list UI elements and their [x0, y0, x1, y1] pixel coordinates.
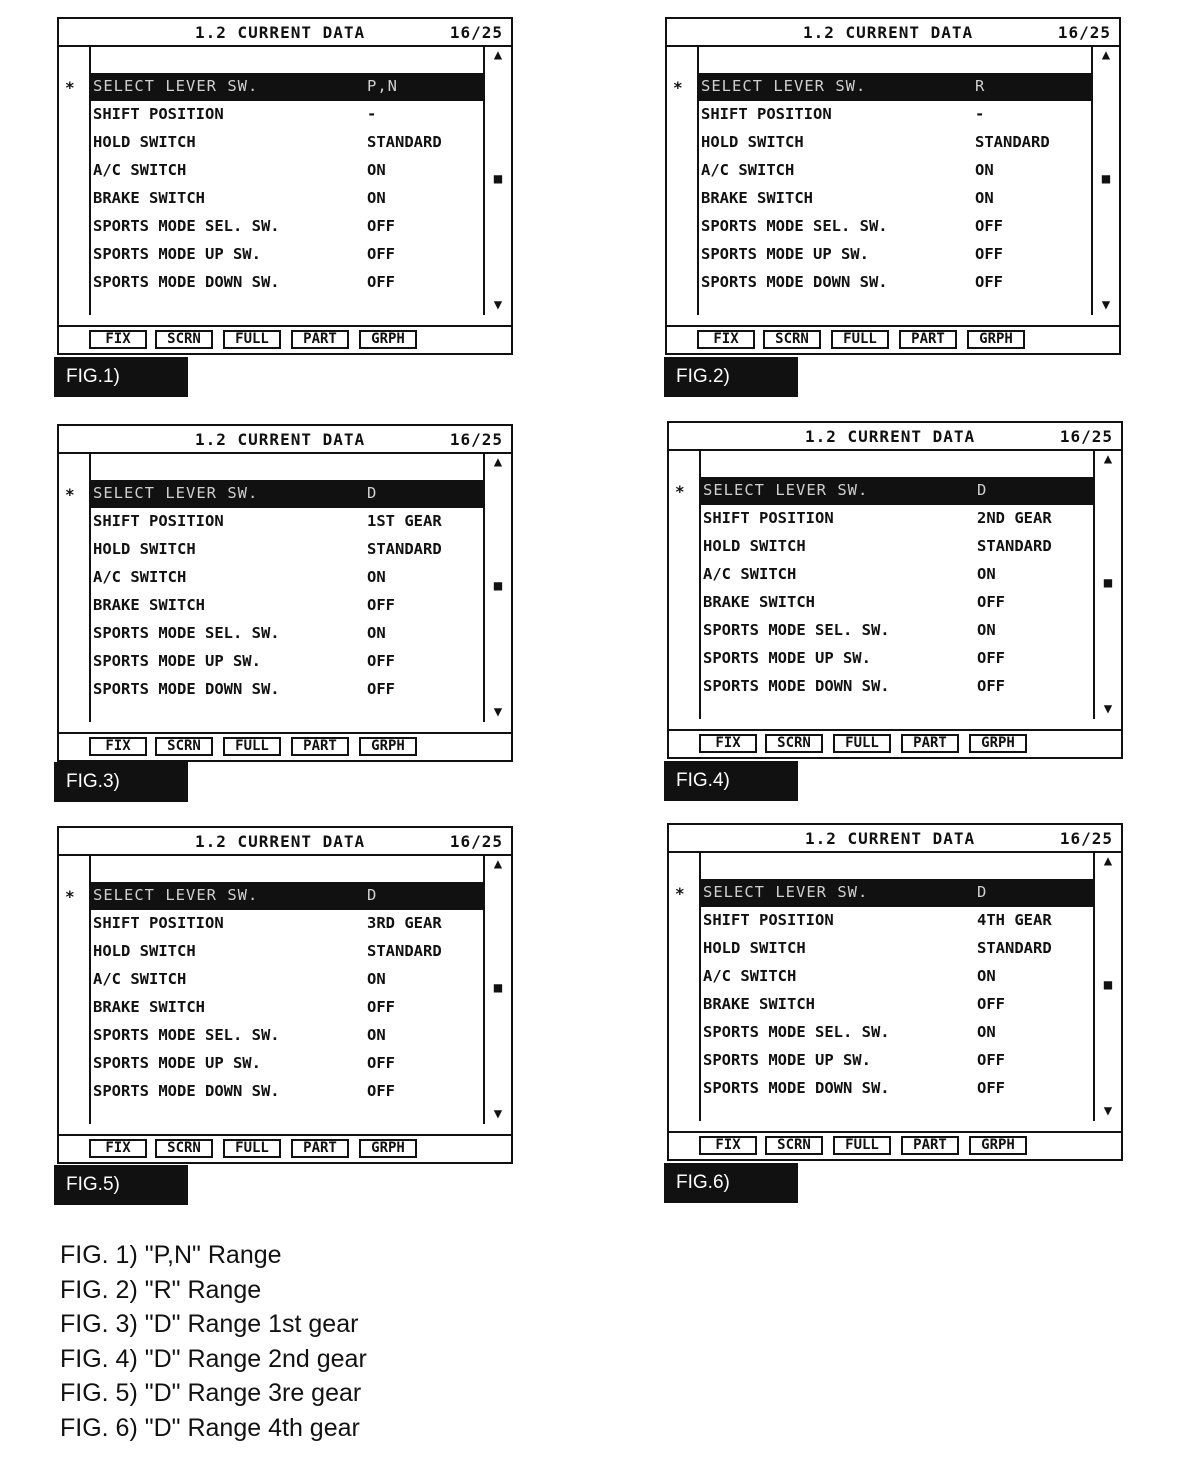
data-label: A/C SWITCH: [701, 161, 795, 179]
data-label: HOLD SWITCH: [93, 942, 196, 960]
data-label: HOLD SWITCH: [703, 939, 806, 957]
caption-list: [60, 1238, 367, 1445]
grph-button[interactable]: GRPH: [969, 1136, 1027, 1155]
figure-label: FIG.5): [54, 1165, 188, 1205]
scan-tool-screen-fig1: [57, 17, 513, 355]
function-key-bar: [59, 325, 511, 353]
screen-header: [667, 19, 1119, 47]
data-area: [59, 452, 511, 722]
scrollbar[interactable]: [1093, 449, 1121, 719]
page-counter: 16/25: [449, 832, 503, 851]
data-value: P,N: [367, 77, 398, 95]
data-value: ON: [367, 970, 386, 988]
scrn-button[interactable]: SCRN: [765, 734, 823, 753]
function-key-bar: [59, 732, 511, 760]
data-list: [699, 73, 1091, 297]
fix-button[interactable]: FIX: [89, 330, 147, 349]
scan-tool-screen-fig3: [57, 424, 513, 762]
data-label: A/C SWITCH: [703, 967, 797, 985]
data-list: [701, 879, 1093, 1103]
data-value: STANDARD: [367, 133, 442, 151]
data-value: OFF: [977, 649, 1005, 667]
data-value: OFF: [977, 1051, 1005, 1069]
selected-marker-icon: *: [65, 887, 75, 906]
data-value: -: [367, 105, 377, 123]
scroll-down-arrow-icon[interactable]: ▼: [1103, 701, 1113, 717]
data-value: ON: [367, 189, 386, 207]
data-label: SPORTS MODE UP SW.: [93, 245, 261, 263]
data-row[interactable]: [91, 73, 483, 101]
selected-marker-icon: *: [65, 78, 75, 97]
scroll-down-arrow-icon[interactable]: ▼: [1101, 297, 1111, 313]
data-value: STANDARD: [367, 540, 442, 558]
data-label: SELECT LEVER SW.: [703, 883, 869, 901]
data-label: SPORTS MODE SEL. SW.: [93, 217, 280, 235]
data-value: OFF: [367, 217, 395, 235]
data-value: 4TH GEAR: [977, 911, 1052, 929]
data-label: BRAKE SWITCH: [703, 995, 815, 1013]
scroll-up-arrow-icon[interactable]: ▲: [493, 856, 503, 872]
scrn-button[interactable]: SCRN: [155, 737, 213, 756]
data-label: SPORTS MODE SEL. SW.: [703, 1023, 890, 1041]
page-counter: 16/25: [1059, 427, 1113, 446]
data-label: SHIFT POSITION: [93, 512, 224, 530]
data-label: SHIFT POSITION: [703, 911, 834, 929]
scroll-thumb[interactable]: ■: [1101, 171, 1111, 187]
data-row[interactable]: [699, 129, 1091, 157]
screen-title: 1.2 CURRENT DATA: [805, 427, 976, 446]
data-row[interactable]: [91, 882, 483, 910]
data-label: SPORTS MODE SEL. SW.: [93, 1026, 280, 1044]
data-row[interactable]: [91, 213, 483, 241]
scrollbar[interactable]: [483, 452, 511, 722]
screen-title: 1.2 CURRENT DATA: [803, 23, 974, 42]
data-list: [91, 73, 483, 297]
scrn-button[interactable]: SCRN: [155, 330, 213, 349]
data-label: SPORTS MODE SEL. SW.: [93, 624, 280, 642]
data-value: OFF: [367, 652, 395, 670]
data-value: D: [977, 481, 988, 499]
scroll-thumb[interactable]: ■: [493, 578, 503, 594]
data-row[interactable]: [91, 269, 483, 297]
marker-column: [669, 851, 701, 1121]
data-value: OFF: [977, 1079, 1005, 1097]
data-label: SELECT LEVER SW.: [93, 77, 259, 95]
data-value: OFF: [367, 680, 395, 698]
scan-tool-screen-fig4: [667, 421, 1123, 759]
scroll-thumb[interactable]: ■: [493, 171, 503, 187]
screen-title: 1.2 CURRENT DATA: [195, 430, 366, 449]
data-label: BRAKE SWITCH: [93, 998, 205, 1016]
data-value: D: [367, 484, 378, 502]
data-label: SPORTS MODE DOWN SW.: [93, 1082, 280, 1100]
fix-button[interactable]: FIX: [89, 1139, 147, 1158]
full-button[interactable]: FULL: [833, 1136, 891, 1155]
data-value: ON: [977, 967, 996, 985]
data-row[interactable]: [699, 269, 1091, 297]
data-row[interactable]: [91, 101, 483, 129]
marker-column: [59, 854, 91, 1124]
scrollbar[interactable]: [483, 45, 511, 315]
data-row[interactable]: [91, 129, 483, 157]
data-value: STANDARD: [977, 537, 1052, 555]
scan-tool-screen-fig6: [667, 823, 1123, 1161]
data-row[interactable]: [699, 213, 1091, 241]
data-row[interactable]: [91, 966, 483, 994]
data-value: OFF: [367, 245, 395, 263]
data-value: OFF: [975, 245, 1003, 263]
data-row[interactable]: [701, 477, 1093, 505]
fix-button[interactable]: FIX: [697, 330, 755, 349]
figure-label: FIG.3): [54, 762, 188, 802]
data-area: [669, 449, 1121, 719]
data-row[interactable]: [91, 157, 483, 185]
scan-tool-screen-fig2: [665, 17, 1121, 355]
data-value: OFF: [977, 995, 1005, 1013]
page-counter: 16/25: [449, 430, 503, 449]
selected-marker-icon: *: [65, 485, 75, 504]
caption-fig1: FIG. 1) "P,N" Range: [60, 1241, 282, 1269]
data-list: [701, 477, 1093, 701]
data-row[interactable]: [91, 1078, 483, 1106]
data-label: SPORTS MODE DOWN SW.: [703, 1079, 890, 1097]
scroll-down-arrow-icon[interactable]: ▼: [1103, 1103, 1113, 1119]
page-counter: 16/25: [1057, 23, 1111, 42]
part-button[interactable]: PART: [291, 330, 349, 349]
data-value: OFF: [367, 273, 395, 291]
data-row[interactable]: [91, 564, 483, 592]
marker-column: [669, 449, 701, 719]
fix-button[interactable]: FIX: [89, 737, 147, 756]
data-row[interactable]: [91, 536, 483, 564]
scroll-up-arrow-icon[interactable]: ▲: [493, 47, 503, 63]
figure-label: FIG.1): [54, 357, 188, 397]
part-button[interactable]: PART: [899, 330, 957, 349]
selected-marker-icon: *: [675, 884, 685, 903]
data-label: SPORTS MODE DOWN SW.: [93, 680, 280, 698]
grph-button[interactable]: GRPH: [359, 330, 417, 349]
scroll-up-arrow-icon[interactable]: ▲: [493, 454, 503, 470]
screen-header: [669, 423, 1121, 451]
data-row[interactable]: [91, 620, 483, 648]
data-value: D: [367, 886, 378, 904]
scrollbar[interactable]: [483, 854, 511, 1124]
data-value: OFF: [975, 217, 1003, 235]
data-label: BRAKE SWITCH: [93, 596, 205, 614]
selected-marker-icon: *: [675, 482, 685, 501]
data-row[interactable]: [699, 73, 1091, 101]
scroll-down-arrow-icon[interactable]: ▼: [493, 297, 503, 313]
data-value: ON: [367, 161, 386, 179]
scroll-thumb[interactable]: ■: [1103, 977, 1113, 993]
data-label: BRAKE SWITCH: [701, 189, 813, 207]
scrn-button[interactable]: SCRN: [763, 330, 821, 349]
part-button[interactable]: PART: [291, 1139, 349, 1158]
data-label: HOLD SWITCH: [703, 537, 806, 555]
data-row[interactable]: [701, 505, 1093, 533]
figure-label: FIG.2): [664, 357, 798, 397]
data-row[interactable]: [701, 907, 1093, 935]
grph-button[interactable]: GRPH: [969, 734, 1027, 753]
data-list: [91, 882, 483, 1106]
data-label: HOLD SWITCH: [93, 133, 196, 151]
selected-marker-icon: *: [673, 78, 683, 97]
data-row[interactable]: [91, 1022, 483, 1050]
data-label: A/C SWITCH: [93, 568, 187, 586]
scroll-up-arrow-icon[interactable]: ▲: [1101, 47, 1111, 63]
data-label: SPORTS MODE UP SW.: [703, 649, 871, 667]
data-label: A/C SWITCH: [93, 161, 187, 179]
fix-button[interactable]: FIX: [699, 1136, 757, 1155]
data-value: STANDARD: [977, 939, 1052, 957]
data-row[interactable]: [91, 648, 483, 676]
full-button[interactable]: FULL: [223, 330, 281, 349]
data-label: SHIFT POSITION: [93, 105, 224, 123]
data-label: SELECT LEVER SW.: [703, 481, 869, 499]
figure-label: FIG.6): [664, 1163, 798, 1203]
data-row[interactable]: [91, 938, 483, 966]
data-row[interactable]: [91, 508, 483, 536]
data-row[interactable]: [91, 910, 483, 938]
data-value: 3RD GEAR: [367, 914, 442, 932]
caption-fig2: FIG. 2) "R" Range: [60, 1275, 262, 1304]
data-value: D: [977, 883, 988, 901]
data-value: R: [975, 77, 986, 95]
function-key-bar: [59, 1134, 511, 1162]
scroll-down-arrow-icon[interactable]: ▼: [493, 704, 503, 720]
data-value: OFF: [367, 998, 395, 1016]
data-value: -: [975, 105, 985, 123]
data-value: ON: [977, 621, 996, 639]
data-label: SELECT LEVER SW.: [701, 77, 867, 95]
data-row[interactable]: [91, 185, 483, 213]
data-value: ON: [977, 1023, 996, 1041]
function-key-bar: [667, 325, 1119, 353]
scroll-down-arrow-icon[interactable]: ▼: [493, 1106, 503, 1122]
data-row[interactable]: [701, 963, 1093, 991]
full-button[interactable]: FULL: [833, 734, 891, 753]
data-row[interactable]: [91, 1050, 483, 1078]
scrn-button[interactable]: SCRN: [155, 1139, 213, 1158]
data-label: HOLD SWITCH: [93, 540, 196, 558]
data-label: SPORTS MODE UP SW.: [93, 652, 261, 670]
data-value: 1ST GEAR: [367, 512, 442, 530]
screen-header: [59, 426, 511, 454]
data-value: ON: [975, 161, 994, 179]
data-area: [667, 45, 1119, 315]
screen-header: [669, 825, 1121, 853]
marker-column: [59, 452, 91, 722]
grph-button[interactable]: GRPH: [359, 1139, 417, 1158]
data-label: SPORTS MODE DOWN SW.: [93, 273, 280, 291]
full-button[interactable]: FULL: [223, 1139, 281, 1158]
data-label: SPORTS MODE UP SW.: [703, 1051, 871, 1069]
data-area: [669, 851, 1121, 1121]
data-value: OFF: [975, 273, 1003, 291]
data-row[interactable]: [91, 994, 483, 1022]
data-row[interactable]: [701, 1047, 1093, 1075]
scroll-up-arrow-icon[interactable]: ▲: [1103, 451, 1113, 467]
data-label: SPORTS MODE UP SW.: [701, 245, 869, 263]
data-row[interactable]: [699, 157, 1091, 185]
data-value: 2ND GEAR: [977, 509, 1052, 527]
screen-title: 1.2 CURRENT DATA: [195, 832, 366, 851]
data-label: SPORTS MODE DOWN SW.: [701, 273, 888, 291]
caption-fig5: FIG. 5) "D" Range 3re gear: [60, 1379, 362, 1407]
data-area: [59, 854, 511, 1124]
data-list: [91, 480, 483, 704]
marker-column: [667, 45, 699, 315]
scrollbar[interactable]: [1091, 45, 1119, 315]
data-label: SPORTS MODE SEL. SW.: [701, 217, 888, 235]
scroll-thumb[interactable]: ■: [1103, 575, 1113, 591]
data-row[interactable]: [699, 241, 1091, 269]
data-row[interactable]: [701, 617, 1093, 645]
data-row[interactable]: [91, 241, 483, 269]
function-key-bar: [669, 729, 1121, 757]
data-label: BRAKE SWITCH: [93, 189, 205, 207]
data-row[interactable]: [701, 673, 1093, 701]
full-button[interactable]: FULL: [223, 737, 281, 756]
data-row[interactable]: [701, 1075, 1093, 1103]
data-value: STANDARD: [367, 942, 442, 960]
data-value: OFF: [367, 1054, 395, 1072]
data-label: BRAKE SWITCH: [703, 593, 815, 611]
data-area: [59, 45, 511, 315]
data-label: SHIFT POSITION: [701, 105, 832, 123]
data-value: ON: [975, 189, 994, 207]
data-label: SPORTS MODE DOWN SW.: [703, 677, 890, 695]
data-row[interactable]: [701, 1019, 1093, 1047]
scan-tool-screen-fig5: [57, 826, 513, 1164]
data-label: A/C SWITCH: [93, 970, 187, 988]
data-label: A/C SWITCH: [703, 565, 797, 583]
data-value: ON: [977, 565, 996, 583]
scroll-thumb[interactable]: ■: [493, 980, 503, 996]
page-counter: 16/25: [1059, 829, 1113, 848]
data-row[interactable]: [701, 645, 1093, 673]
data-row[interactable]: [699, 101, 1091, 129]
caption-fig4: FIG. 4) "D" Range 2nd gear: [60, 1344, 367, 1373]
data-value: STANDARD: [975, 133, 1050, 151]
data-label: SELECT LEVER SW.: [93, 484, 259, 502]
data-row[interactable]: [91, 676, 483, 704]
function-key-bar: [669, 1131, 1121, 1159]
data-row[interactable]: [91, 592, 483, 620]
data-value: OFF: [367, 596, 395, 614]
data-label: HOLD SWITCH: [701, 133, 804, 151]
data-label: SHIFT POSITION: [93, 914, 224, 932]
marker-column: [59, 45, 91, 315]
fix-button[interactable]: FIX: [699, 734, 757, 753]
part-button[interactable]: PART: [291, 737, 349, 756]
screen-title: 1.2 CURRENT DATA: [805, 829, 976, 848]
data-value: OFF: [367, 1082, 395, 1100]
page-counter: 16/25: [449, 23, 503, 42]
data-value: OFF: [977, 593, 1005, 611]
figure-label: FIG.4): [664, 761, 798, 801]
data-row[interactable]: [701, 561, 1093, 589]
data-label: SPORTS MODE SEL. SW.: [703, 621, 890, 639]
full-button[interactable]: FULL: [831, 330, 889, 349]
data-row[interactable]: [91, 480, 483, 508]
data-row[interactable]: [701, 533, 1093, 561]
part-button[interactable]: PART: [901, 1136, 959, 1155]
scrn-button[interactable]: SCRN: [765, 1136, 823, 1155]
scroll-up-arrow-icon[interactable]: ▲: [1103, 853, 1113, 869]
grph-button[interactable]: GRPH: [359, 737, 417, 756]
screen-title: 1.2 CURRENT DATA: [195, 23, 366, 42]
data-row[interactable]: [701, 991, 1093, 1019]
data-row[interactable]: [699, 185, 1091, 213]
screen-header: [59, 828, 511, 856]
data-row[interactable]: [701, 935, 1093, 963]
caption-fig6: FIG. 6) "D" Range 4th gear: [60, 1413, 360, 1442]
data-label: SELECT LEVER SW.: [93, 886, 259, 904]
caption-fig3: FIG. 3) "D" Range 1st gear: [60, 1310, 359, 1338]
data-label: SHIFT POSITION: [703, 509, 834, 527]
part-button[interactable]: PART: [901, 734, 959, 753]
data-value: ON: [367, 568, 386, 586]
data-value: ON: [367, 1026, 386, 1044]
data-row[interactable]: [701, 589, 1093, 617]
data-value: ON: [367, 624, 386, 642]
data-row[interactable]: [701, 879, 1093, 907]
grph-button[interactable]: GRPH: [967, 330, 1025, 349]
data-label: SPORTS MODE UP SW.: [93, 1054, 261, 1072]
screen-header: [59, 19, 511, 47]
data-value: OFF: [977, 677, 1005, 695]
scrollbar[interactable]: [1093, 851, 1121, 1121]
